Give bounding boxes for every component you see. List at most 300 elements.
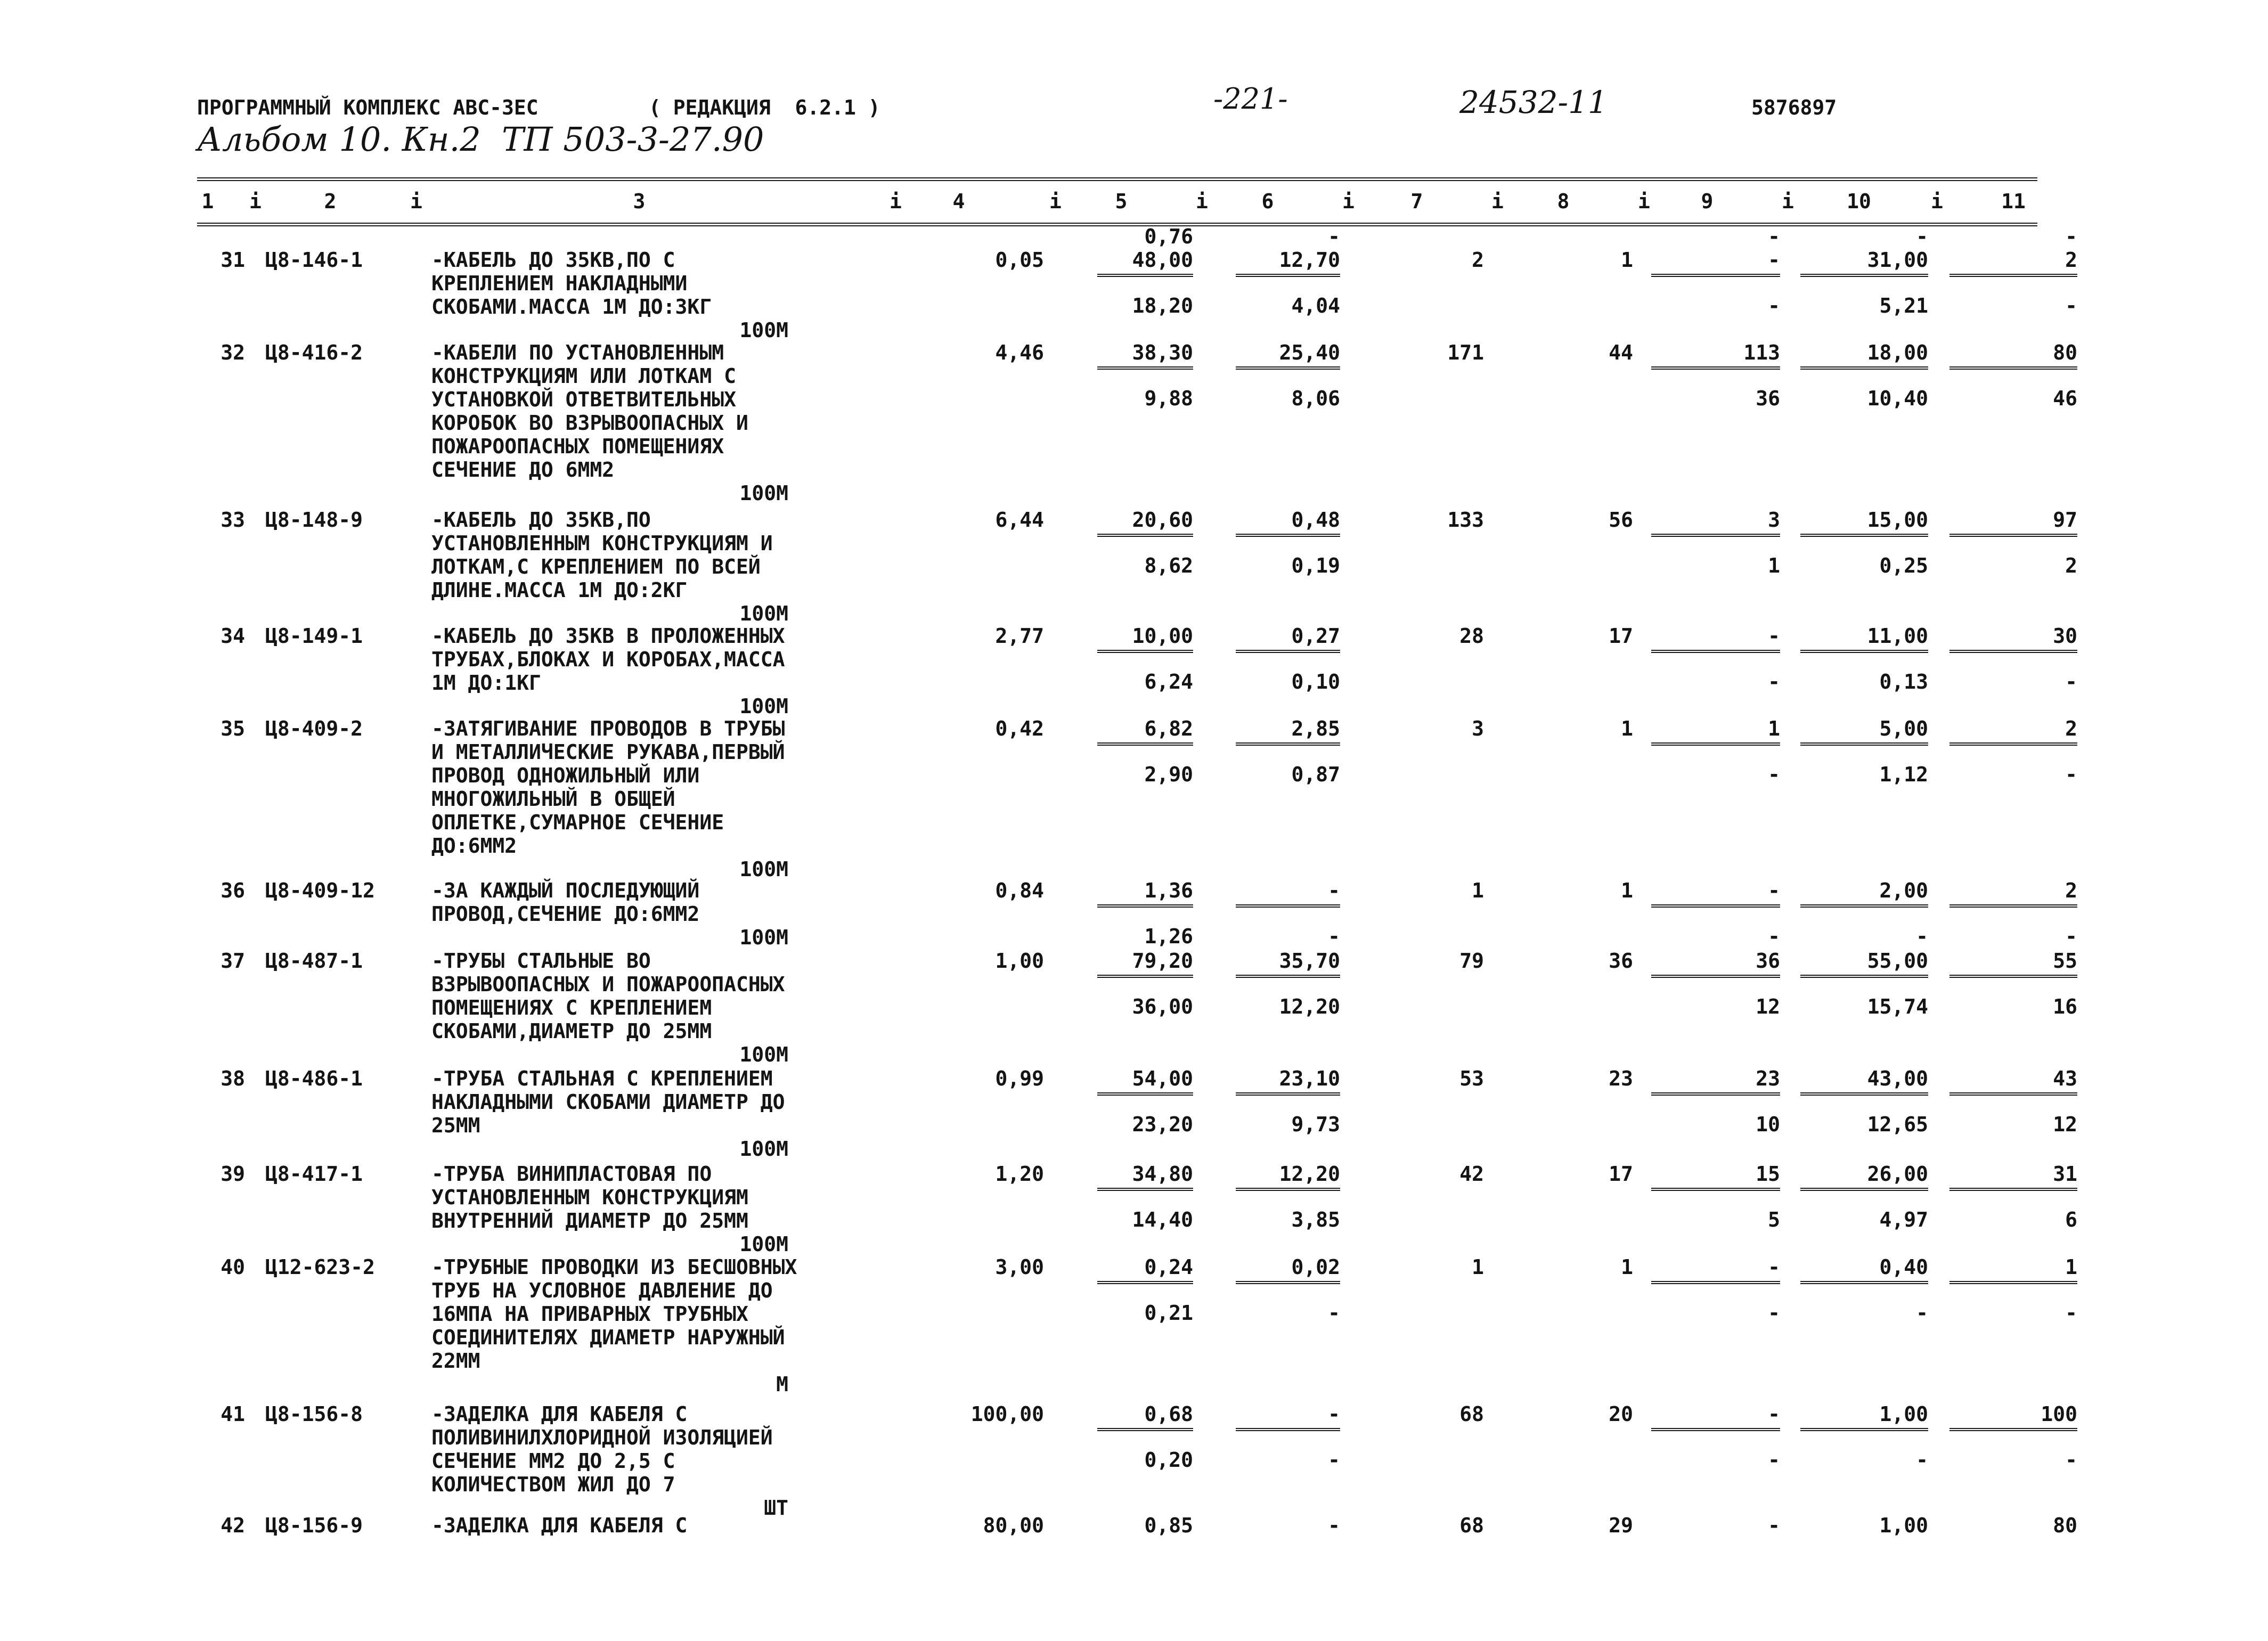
value-c11-below: - bbox=[2065, 925, 2077, 948]
divider-c11 bbox=[1949, 975, 2077, 978]
value-c9: - bbox=[1768, 248, 1780, 272]
divider-c6 bbox=[1236, 534, 1340, 537]
divider-c9 bbox=[1651, 274, 1780, 277]
value-c10: 31,00 bbox=[1867, 248, 1928, 272]
unit-of-measure: 100М bbox=[739, 319, 788, 342]
divider-c11 bbox=[1949, 1281, 2077, 1284]
work-description: СКОБАМИ.МАССА 1М ДО:3КГ bbox=[431, 295, 712, 319]
value-c6-below: 0,19 bbox=[1291, 554, 1340, 577]
value-c6-below: 4,04 bbox=[1291, 294, 1340, 317]
value-c5: 10,00 bbox=[1132, 624, 1193, 648]
page-number: -221- bbox=[1213, 82, 1288, 116]
column-number: 7 bbox=[1410, 190, 1423, 213]
value-c5: 0,68 bbox=[1144, 1402, 1193, 1426]
work-description: СЕЧЕНИЕ ММ2 ДО 2,5 С bbox=[431, 1449, 675, 1473]
column-separator: i bbox=[1491, 190, 1504, 213]
column-number: 3 bbox=[633, 190, 646, 213]
value-c8: 1 bbox=[1621, 248, 1633, 272]
value-c10-below: - bbox=[1916, 1448, 1928, 1472]
value-c9-below: 36 bbox=[1756, 387, 1780, 410]
divider-c6 bbox=[1236, 1092, 1340, 1096]
value-c9-below: - bbox=[1768, 763, 1780, 786]
value-c11: 2 bbox=[2065, 717, 2077, 740]
divider-c6 bbox=[1236, 274, 1340, 277]
work-description: -ТРУБНЫЕ ПРОВОДКИ ИЗ БЕСШОВНЫХ bbox=[431, 1255, 797, 1279]
value-c6-below: 9,73 bbox=[1291, 1113, 1340, 1136]
value-c4: 3,00 bbox=[995, 1255, 1044, 1279]
column-separator: i bbox=[1931, 190, 1943, 213]
value-c5: 48,00 bbox=[1132, 248, 1193, 272]
value-c9-below: 12 bbox=[1756, 995, 1780, 1018]
value-c11-below: 12 bbox=[2053, 1113, 2077, 1136]
unit-of-measure: 100М bbox=[739, 602, 788, 625]
divider-c6 bbox=[1236, 1281, 1340, 1284]
divider-c10 bbox=[1800, 274, 1928, 277]
divider-c9 bbox=[1651, 534, 1780, 537]
value-c11-below: 46 bbox=[2053, 387, 2077, 410]
rate-code: Ц8-156-8 bbox=[265, 1402, 363, 1426]
column-separator: i bbox=[1638, 190, 1650, 213]
column-number: 11 bbox=[2001, 190, 2026, 213]
value-c6: 0,02 bbox=[1291, 1255, 1340, 1279]
divider-c11 bbox=[1949, 534, 2077, 537]
value-c9-below: 5 bbox=[1768, 1208, 1780, 1231]
divider-c5 bbox=[1097, 1092, 1193, 1096]
work-description: СКОБАМИ,ДИАМЕТР ДО 25ММ bbox=[431, 1019, 712, 1043]
value-c11: 55 bbox=[2053, 949, 2077, 973]
value-c6-below: 8,06 bbox=[1291, 387, 1340, 410]
value-c6: 0,27 bbox=[1291, 624, 1340, 648]
divider-c9 bbox=[1651, 742, 1780, 746]
unit-of-measure: 100М bbox=[739, 481, 788, 505]
work-description: УСТАНОВКОЙ ОТВЕТВИТЕЛЬНЫХ bbox=[431, 388, 736, 411]
value-c5: 54,00 bbox=[1132, 1067, 1193, 1090]
value-c7: 3 bbox=[1472, 717, 1484, 740]
value-c5-below: 0,21 bbox=[1144, 1301, 1193, 1325]
divider-c10 bbox=[1800, 534, 1928, 537]
value-c5-below: 18,20 bbox=[1132, 294, 1193, 317]
value-c11: 31 bbox=[2053, 1162, 2077, 1186]
work-description: ОПЛЕТКЕ,СУМАРНОЕ СЕЧЕНИЕ bbox=[431, 811, 724, 834]
value-c10: 15,00 bbox=[1867, 508, 1928, 532]
value-c9: 36 bbox=[1756, 949, 1780, 973]
divider-c5 bbox=[1097, 1188, 1193, 1191]
value-c4: 0,84 bbox=[995, 879, 1044, 902]
project-code: 24532-11 bbox=[1459, 84, 1608, 120]
value-c8: 44 bbox=[1609, 341, 1633, 364]
row-number: 40 bbox=[221, 1255, 245, 1279]
row-number: 33 bbox=[221, 508, 245, 532]
value-c4: 0,99 bbox=[995, 1067, 1044, 1090]
column-separator: i bbox=[1049, 190, 1062, 213]
value-c5-below: 36,00 bbox=[1132, 995, 1193, 1018]
value-c9: 3 bbox=[1768, 508, 1780, 532]
value-c8: 29 bbox=[1609, 1514, 1633, 1537]
work-description: ДО:6ММ2 bbox=[431, 834, 517, 858]
work-description: МНОГОЖИЛЬНЫЙ В ОБЩЕЙ bbox=[431, 787, 675, 811]
divider-c11 bbox=[1949, 1188, 2077, 1191]
work-description: И МЕТАЛЛИЧЕСКИЕ РУКАВА,ПЕРВЫЙ bbox=[431, 740, 785, 764]
value-c10: 43,00 bbox=[1867, 1067, 1928, 1090]
divider-c6 bbox=[1236, 366, 1340, 370]
row-number: 34 bbox=[221, 624, 245, 648]
value-c9-above: - bbox=[1768, 225, 1780, 248]
value-c9: - bbox=[1768, 879, 1780, 902]
value-c4: 6,44 bbox=[995, 508, 1044, 532]
divider-c6 bbox=[1236, 650, 1340, 653]
value-c10-below: 4,97 bbox=[1879, 1208, 1928, 1231]
value-c10-below: 15,74 bbox=[1867, 995, 1928, 1018]
divider-c9 bbox=[1651, 904, 1780, 908]
unit-of-measure: ШТ bbox=[764, 1496, 788, 1520]
value-c11: 30 bbox=[2053, 624, 2077, 648]
value-c9-below: - bbox=[1768, 1301, 1780, 1325]
work-description: -КАБЕЛИ ПО УСТАНОВЛЕННЫМ bbox=[431, 341, 724, 364]
value-c9: - bbox=[1768, 1514, 1780, 1537]
work-description: УСТАНОВЛЕННЫМ КОНСТРУКЦИЯМ bbox=[431, 1186, 748, 1209]
work-description: ПОЛИВИНИЛХЛОРИДНОЙ ИЗОЛЯЦИЕЙ bbox=[431, 1426, 773, 1449]
rate-code: Ц8-156-9 bbox=[265, 1514, 363, 1537]
work-description: 25ММ bbox=[431, 1114, 480, 1137]
value-c5-below: 8,62 bbox=[1144, 554, 1193, 577]
value-c11-above: - bbox=[2065, 225, 2077, 248]
column-separator: i bbox=[249, 190, 262, 213]
value-c5: 20,60 bbox=[1132, 508, 1193, 532]
work-description: КРЕПЛЕНИЕМ НАКЛАДНЫМИ bbox=[431, 272, 688, 295]
rate-code: Ц8-409-2 bbox=[265, 717, 363, 740]
divider-c11 bbox=[1949, 366, 2077, 370]
divider-c11 bbox=[1949, 650, 2077, 653]
row-number: 35 bbox=[221, 717, 245, 740]
row-number: 42 bbox=[221, 1514, 245, 1537]
value-c11: 1 bbox=[2065, 1255, 2077, 1279]
divider-c11 bbox=[1949, 1092, 2077, 1096]
work-description: СОЕДИНИТЕЛЯХ ДИАМЕТР НАРУЖНЫЙ bbox=[431, 1326, 785, 1349]
row-number: 36 bbox=[221, 879, 245, 902]
divider-c9 bbox=[1651, 1188, 1780, 1191]
value-c11: 80 bbox=[2053, 1514, 2077, 1537]
column-number: 6 bbox=[1261, 190, 1274, 213]
divider-c9 bbox=[1651, 975, 1780, 978]
divider-c11 bbox=[1949, 274, 2077, 277]
value-c4: 1,20 bbox=[995, 1162, 1044, 1186]
value-c11: 100 bbox=[2041, 1402, 2077, 1426]
value-c11-below: - bbox=[2065, 1448, 2077, 1472]
value-c6: 12,70 bbox=[1279, 248, 1340, 272]
unit-of-measure: М bbox=[776, 1373, 788, 1396]
divider-c10 bbox=[1800, 1428, 1928, 1431]
divider-c5 bbox=[1097, 1428, 1193, 1431]
divider-c9 bbox=[1651, 1281, 1780, 1284]
header-rule-top bbox=[197, 177, 2037, 181]
value-c4: 100,00 bbox=[970, 1402, 1044, 1426]
value-c11-below: - bbox=[2065, 763, 2077, 786]
value-c10: 26,00 bbox=[1867, 1162, 1928, 1186]
value-c6-above: - bbox=[1328, 225, 1340, 248]
divider-c5 bbox=[1097, 742, 1193, 746]
divider-c5 bbox=[1097, 650, 1193, 653]
value-c5-below: 1,26 bbox=[1144, 925, 1193, 948]
value-c5-below: 0,20 bbox=[1144, 1448, 1193, 1472]
work-description: СЕЧЕНИЕ ДО 6ММ2 bbox=[431, 458, 615, 481]
value-c5-below: 23,20 bbox=[1132, 1113, 1193, 1136]
value-c8: 36 bbox=[1609, 949, 1633, 973]
value-c7: 79 bbox=[1459, 949, 1484, 973]
value-c11-below: - bbox=[2065, 294, 2077, 317]
value-c5: 6,82 bbox=[1144, 717, 1193, 740]
value-c8: 1 bbox=[1621, 879, 1633, 902]
value-c6: 25,40 bbox=[1279, 341, 1340, 364]
value-c6-below: - bbox=[1328, 925, 1340, 948]
divider-c9 bbox=[1651, 650, 1780, 653]
work-description: -ТРУБА СТАЛЬНАЯ С КРЕПЛЕНИЕМ bbox=[431, 1067, 773, 1090]
work-description: УСТАНОВЛЕННЫМ КОНСТРУКЦИЯМ И bbox=[431, 532, 773, 555]
value-c6: 35,70 bbox=[1279, 949, 1340, 973]
divider-c10 bbox=[1800, 904, 1928, 908]
value-c9-below: - bbox=[1768, 670, 1780, 693]
work-description: КОРОБОК ВО ВЗРЫВООПАСНЫХ И bbox=[431, 411, 748, 435]
value-c11-below: - bbox=[2065, 670, 2077, 693]
value-c9: 15 bbox=[1756, 1162, 1780, 1186]
row-number: 37 bbox=[221, 949, 245, 973]
divider-c10 bbox=[1800, 366, 1928, 370]
work-description: -КАБЕЛЬ ДО 35КВ В ПРОЛОЖЕННЫХ bbox=[431, 624, 785, 648]
divider-c6 bbox=[1236, 904, 1340, 908]
value-c6: - bbox=[1328, 1402, 1340, 1426]
value-c11: 80 bbox=[2053, 341, 2077, 364]
value-c10-below: 1,12 bbox=[1879, 763, 1928, 786]
work-description: ПОМЕЩЕНИЯХ С КРЕПЛЕНИЕМ bbox=[431, 996, 712, 1019]
value-c4: 0,42 bbox=[995, 717, 1044, 740]
row-number: 38 bbox=[221, 1067, 245, 1090]
value-c5-below: 6,24 bbox=[1144, 670, 1193, 693]
value-c5: 0,24 bbox=[1144, 1255, 1193, 1279]
value-c4: 2,77 bbox=[995, 624, 1044, 648]
divider-c11 bbox=[1949, 904, 2077, 908]
album-note: Альбом 10. Кн.2 ТП 503-3-27.90 bbox=[197, 120, 764, 159]
value-c11-below: 16 bbox=[2053, 995, 2077, 1018]
value-c7: 28 bbox=[1459, 624, 1484, 648]
work-description: -КАБЕЛЬ ДО 35КВ,ПО С bbox=[431, 248, 675, 272]
rate-code: Ц8-417-1 bbox=[265, 1162, 363, 1186]
column-separator: i bbox=[1342, 190, 1355, 213]
divider-c5 bbox=[1097, 1281, 1193, 1284]
value-c10: 55,00 bbox=[1867, 949, 1928, 973]
work-description: ВНУТРЕННИЙ ДИАМЕТР ДО 25ММ bbox=[431, 1209, 748, 1232]
divider-c10 bbox=[1800, 1281, 1928, 1284]
unit-of-measure: 100М bbox=[739, 1137, 788, 1161]
divider-c10 bbox=[1800, 1188, 1928, 1191]
value-c9-below: 10 bbox=[1756, 1113, 1780, 1136]
value-c7: 42 bbox=[1459, 1162, 1484, 1186]
work-description: -ТРУБЫ СТАЛЬНЫЕ ВО bbox=[431, 949, 651, 973]
divider-c10 bbox=[1800, 650, 1928, 653]
value-c11: 43 bbox=[2053, 1067, 2077, 1090]
value-c5: 34,80 bbox=[1132, 1162, 1193, 1186]
unit-of-measure: 100М bbox=[739, 926, 788, 949]
column-number: 10 bbox=[1847, 190, 1871, 213]
value-c5-above: 0,76 bbox=[1144, 225, 1193, 248]
value-c11: 2 bbox=[2065, 879, 2077, 902]
value-c9-below: - bbox=[1768, 294, 1780, 317]
column-number: 5 bbox=[1115, 190, 1128, 213]
value-c6: 23,10 bbox=[1279, 1067, 1340, 1090]
value-c6-below: - bbox=[1328, 1301, 1340, 1325]
work-description: 16МПА НА ПРИВАРНЫХ ТРУБНЫХ bbox=[431, 1302, 748, 1326]
value-c9: - bbox=[1768, 1402, 1780, 1426]
divider-c5 bbox=[1097, 975, 1193, 978]
value-c10: 11,00 bbox=[1867, 624, 1928, 648]
unit-of-measure: 100М bbox=[739, 1232, 788, 1256]
work-description: ТРУБАХ,БЛОКАХ И КОРОБАХ,МАССА bbox=[431, 648, 785, 671]
value-c7: 68 bbox=[1459, 1514, 1484, 1537]
work-description: -ЗАТЯГИВАНИЕ ПРОВОДОВ В ТРУБЫ bbox=[431, 717, 785, 740]
rate-code: Ц8-487-1 bbox=[265, 949, 363, 973]
divider-c9 bbox=[1651, 366, 1780, 370]
value-c10-below: - bbox=[1916, 925, 1928, 948]
work-description: ПОЖАРООПАСНЫХ ПОМЕЩЕНИЯХ bbox=[431, 435, 724, 458]
value-c8: 17 bbox=[1609, 1162, 1633, 1186]
work-description: ТРУБ НА УСЛОВНОЕ ДАВЛЕНИЕ ДО bbox=[431, 1279, 773, 1302]
value-c10-below: - bbox=[1916, 1301, 1928, 1325]
work-description: 1М ДО:1КГ bbox=[431, 671, 541, 695]
value-c7: 171 bbox=[1447, 341, 1484, 364]
rate-code: Ц8-149-1 bbox=[265, 624, 363, 648]
value-c6-below: 12,20 bbox=[1279, 995, 1340, 1018]
column-separator: i bbox=[1782, 190, 1794, 213]
column-separator: i bbox=[890, 190, 902, 213]
divider-c9 bbox=[1651, 1092, 1780, 1096]
work-description: ДЛИНЕ.МАССА 1М ДО:2КГ bbox=[431, 578, 688, 602]
work-description: -КАБЕЛЬ ДО 35КВ,ПО bbox=[431, 508, 651, 532]
value-c5: 79,20 bbox=[1132, 949, 1193, 973]
value-c9-below: 1 bbox=[1768, 554, 1780, 577]
value-c10: 5,00 bbox=[1879, 717, 1928, 740]
column-number: 9 bbox=[1701, 190, 1714, 213]
divider-c10 bbox=[1800, 742, 1928, 746]
value-c9: - bbox=[1768, 1255, 1780, 1279]
value-c5-below: 2,90 bbox=[1144, 763, 1193, 786]
value-c8: 23 bbox=[1609, 1067, 1633, 1090]
program-name: ПРОГРАММНЫЙ КОМПЛЕКС АВС-3ЕС bbox=[197, 96, 539, 119]
value-c8: 17 bbox=[1609, 624, 1633, 648]
value-c6-below: - bbox=[1328, 1448, 1340, 1472]
divider-c10 bbox=[1800, 1092, 1928, 1096]
value-c6: - bbox=[1328, 1514, 1340, 1537]
rate-code: Ц8-409-12 bbox=[265, 879, 375, 902]
work-description: 22ММ bbox=[431, 1349, 480, 1373]
divider-c5 bbox=[1097, 366, 1193, 370]
rate-code: Ц8-416-2 bbox=[265, 341, 363, 364]
document-number: 5876897 bbox=[1751, 96, 1837, 119]
value-c9-below: - bbox=[1768, 925, 1780, 948]
divider-c5 bbox=[1097, 904, 1193, 908]
value-c10-below: 0,25 bbox=[1879, 554, 1928, 577]
work-description: -ЗА КАЖДЫЙ ПОСЛЕДУЮЩИЙ bbox=[431, 879, 700, 902]
rate-code: Ц8-148-9 bbox=[265, 508, 363, 532]
value-c10-below: 12,65 bbox=[1867, 1113, 1928, 1136]
value-c11-below: 6 bbox=[2065, 1208, 2077, 1231]
value-c6: 0,48 bbox=[1291, 508, 1340, 532]
value-c4: 4,46 bbox=[995, 341, 1044, 364]
value-c5: 38,30 bbox=[1132, 341, 1193, 364]
column-number: 8 bbox=[1557, 190, 1570, 213]
work-description: -ЗАДЕЛКА ДЛЯ КАБЕЛЯ С bbox=[431, 1514, 688, 1537]
edition-label: ( РЕДАКЦИЯ 6.2.1 ) bbox=[649, 96, 880, 119]
row-number: 41 bbox=[221, 1402, 245, 1426]
value-c6: 2,85 bbox=[1291, 717, 1340, 740]
value-c6-below: 3,85 bbox=[1291, 1208, 1340, 1231]
value-c6: - bbox=[1328, 879, 1340, 902]
divider-c9 bbox=[1651, 1428, 1780, 1431]
divider-c5 bbox=[1097, 274, 1193, 277]
value-c6: 12,20 bbox=[1279, 1162, 1340, 1186]
value-c10-above: - bbox=[1916, 225, 1928, 248]
value-c7: 1 bbox=[1472, 1255, 1484, 1279]
value-c7: 1 bbox=[1472, 879, 1484, 902]
divider-c5 bbox=[1097, 534, 1193, 537]
value-c7: 133 bbox=[1447, 508, 1484, 532]
value-c8: 20 bbox=[1609, 1402, 1633, 1426]
work-description: ПРОВОД,СЕЧЕНИЕ ДО:6ММ2 bbox=[431, 902, 700, 926]
value-c8: 56 bbox=[1609, 508, 1633, 532]
value-c6-below: 0,87 bbox=[1291, 763, 1340, 786]
value-c7: 53 bbox=[1459, 1067, 1484, 1090]
value-c5-below: 14,40 bbox=[1132, 1208, 1193, 1231]
divider-c11 bbox=[1949, 742, 2077, 746]
work-description: -ТРУБА ВИНИПЛАСТОВАЯ ПО bbox=[431, 1162, 712, 1186]
value-c6-below: 0,10 bbox=[1291, 670, 1340, 693]
value-c8: 1 bbox=[1621, 717, 1633, 740]
unit-of-measure: 100М bbox=[739, 1043, 788, 1066]
divider-c6 bbox=[1236, 975, 1340, 978]
value-c5: 0,85 bbox=[1144, 1514, 1193, 1537]
value-c11: 97 bbox=[2053, 508, 2077, 532]
value-c9-below: - bbox=[1768, 1448, 1780, 1472]
row-number: 39 bbox=[221, 1162, 245, 1186]
row-number: 31 bbox=[221, 248, 245, 272]
column-separator: i bbox=[410, 190, 422, 213]
unit-of-measure: 100М bbox=[739, 858, 788, 881]
divider-c11 bbox=[1949, 1428, 2077, 1431]
value-c10: 2,00 bbox=[1879, 879, 1928, 902]
value-c4: 0,05 bbox=[995, 248, 1044, 272]
work-description: КОНСТРУКЦИЯМ ИЛИ ЛОТКАМ С bbox=[431, 364, 736, 388]
work-description: КОЛИЧЕСТВОМ ЖИЛ ДО 7 bbox=[431, 1473, 675, 1496]
value-c7: 2 bbox=[1472, 248, 1484, 272]
value-c9: - bbox=[1768, 624, 1780, 648]
divider-c6 bbox=[1236, 1428, 1340, 1431]
work-description: ПРОВОД ОДНОЖИЛЬНЫЙ ИЛИ bbox=[431, 764, 700, 787]
column-separator: i bbox=[1196, 190, 1208, 213]
rate-code: Ц12-623-2 bbox=[265, 1255, 375, 1279]
value-c10: 18,00 bbox=[1867, 341, 1928, 364]
work-description: ВЗРЫВООПАСНЫХ И ПОЖАРООПАСНЫХ bbox=[431, 973, 785, 996]
work-description: ЛОТКАМ,С КРЕПЛЕНИЕМ ПО ВСЕЙ bbox=[431, 555, 761, 578]
value-c11-below: - bbox=[2065, 1301, 2077, 1325]
value-c11-below: 2 bbox=[2065, 554, 2077, 577]
value-c5: 1,36 bbox=[1144, 879, 1193, 902]
value-c4: 1,00 bbox=[995, 949, 1044, 973]
value-c8: 1 bbox=[1621, 1255, 1633, 1279]
row-number: 32 bbox=[221, 341, 245, 364]
column-number: 2 bbox=[324, 190, 337, 213]
rate-code: Ц8-486-1 bbox=[265, 1067, 363, 1090]
value-c11: 2 bbox=[2065, 248, 2077, 272]
value-c4: 80,00 bbox=[983, 1514, 1044, 1537]
value-c9: 113 bbox=[1743, 341, 1780, 364]
column-number: 1 bbox=[201, 190, 214, 213]
